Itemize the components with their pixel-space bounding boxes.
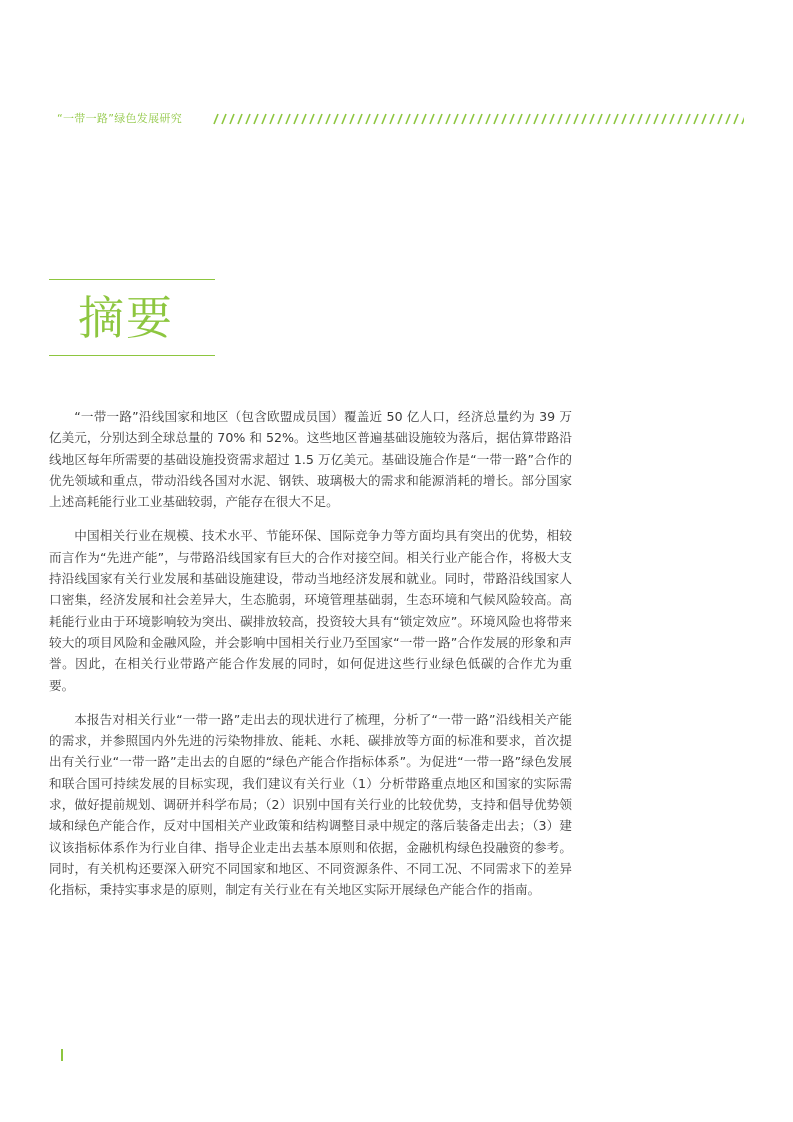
hatch-stroke (566, 114, 570, 124)
hatch-stroke (622, 114, 626, 124)
hatch-stroke (326, 114, 330, 124)
hatch-stroke (486, 114, 490, 124)
hatch-stroke (374, 114, 378, 124)
hatch-stroke (654, 114, 658, 124)
hatch-stroke (534, 114, 538, 124)
hatch-stroke (478, 114, 482, 124)
hatch-stroke (350, 114, 354, 124)
title-rule-bottom (49, 355, 215, 356)
hatch-stroke (558, 114, 562, 124)
title-rule-top (49, 279, 215, 280)
hatch-stroke (398, 114, 402, 124)
hatch-stroke (446, 114, 450, 124)
hatch-stroke (278, 114, 282, 124)
hatch-stroke (422, 114, 426, 124)
hatch-stroke (286, 114, 290, 124)
hatch-stroke (598, 114, 602, 124)
hatch-stroke (550, 114, 554, 124)
hatch-stroke (238, 114, 242, 124)
hatch-stroke (518, 114, 522, 124)
hatch-stroke (462, 114, 466, 124)
paragraph-1: “一带一路”沿线国家和地区（包含欧盟成员国）覆盖近 50 亿人口，经济总量约为 39 万亿美元，分别达到全球总量的 70% 和 52%。这些地区普遍基础设施较为落后，据估算带路沿线地区每年所需要的基础设施投资需求超过 1.5 万亿美元。基础设施合作是“一带一路”合作的优先领域和重点，带动沿线各国对水泥、钢铁、玻璃极大的需求和能源消耗的增长。部分国家上述高耗能行业工业基础较弱，产能存在很大不足。 (49, 409, 572, 510)
hatch-stroke (262, 114, 266, 124)
hatch-stroke (710, 114, 714, 124)
hatch-stroke (310, 114, 314, 124)
hatch-stroke (694, 114, 698, 124)
hatch-decoration (212, 113, 744, 125)
hatch-stroke (390, 114, 394, 124)
hatch-stroke (646, 114, 650, 124)
hatch-stroke (670, 114, 674, 124)
hatch-stroke (526, 114, 530, 124)
hatch-stroke (414, 114, 418, 124)
hatch-stroke (590, 114, 594, 124)
hatch-stroke (470, 114, 474, 124)
hatch-stroke (318, 114, 322, 124)
hatch-stroke (406, 114, 410, 124)
hatch-stroke (494, 114, 498, 124)
hatch-stroke (230, 114, 234, 124)
hatch-stroke (582, 114, 586, 124)
hatch-stroke (342, 114, 346, 124)
hatch-stroke (718, 114, 722, 124)
hatch-stroke (454, 114, 458, 124)
hatch-stroke (246, 114, 250, 124)
running-header (57, 110, 747, 128)
hatch-stroke (686, 114, 690, 124)
paragraph-3: 本报告对相关行业“一带一路”走出去的现状进行了梳理，分析了“一带一路”沿线相关产能的需求，并参照国内外先进的污染物排放、能耗、水耗、碳排放等方面的标准和要求，首次提出有关行业“一带一路”走出去的自愿的“绿色产能合作指标体系”。为促进“一带一路”绿色发展和联合国可持续发展的目标实现，我们建议有关行业（1）分析带路重点地区和国家的实际需求，做好提前规划、调研并科学布局；（2）识别中国有关行业的比较优势，支持和倡导优势领域和绿色产能合作，反对中国相关产业政策和结构调整目录中规定的落后装备走出去；（3）建议该指标体系作为行业自律、指导企业走出去基本原则和依据，金融机构绿色投融资的参考。同时，有关机构还要深入研究不同国家和地区、不同资源条件、不同工况、不同需求下的差异化指标，秉持实事求是的原则，制定有关行业在有关地区实际开展绿色产能合作的指南。 (49, 711, 572, 898)
paragraph-2: 中国相关行业在规模、技术水平、节能环保、国际竞争力等方面均具有突出的优势，相较而言作为“先进产能”，与带路沿线国家有巨大的合作对接空间。相关行业产能合作，将极大支持沿线国家有关行业发展和基础设施建设，带动当地经济发展和就业。同时，带路沿线国家人口密集，经济发展和社会差异大，生态脆弱，环境管理基础弱，生态环境和气候风险较高。高耗能行业由于环境影响较为突出、碳排放较高，投资较大具有“锁定效应”。环境风险也将带来较大的项目风险和金融风险，并会影响中国相关行业乃至国家“一带一路”合作发展的形象和声誉。因此，在相关行业带路产能合作发展的同时，如何促进这些行业绿色低碳的合作尤为重要。 (49, 528, 572, 693)
hatch-stroke (430, 114, 434, 124)
hatch-stroke (222, 114, 226, 124)
hatch-stroke (542, 114, 546, 124)
hatch-stroke (502, 114, 506, 124)
hatch-stroke (678, 114, 682, 124)
hatch-stroke (254, 114, 258, 124)
hatch-stroke (382, 114, 386, 124)
folio-mark (61, 1049, 63, 1061)
hatch-stroke (294, 114, 298, 124)
hatch-stroke (358, 114, 362, 124)
hatch-stroke (214, 114, 218, 124)
hatch-stroke (302, 114, 306, 124)
hatch-stroke (334, 114, 338, 124)
hatch-stroke (638, 114, 642, 124)
hatch-stroke (510, 114, 514, 124)
page-title: 摘要 (78, 291, 174, 345)
hatch-stroke (614, 114, 618, 124)
hatch-stroke (574, 114, 578, 124)
hatch-stroke (662, 114, 666, 124)
hatch-stroke (606, 114, 610, 124)
hatch-stroke (734, 114, 738, 124)
hatch-stroke (702, 114, 706, 124)
hatch-stroke (630, 114, 634, 124)
hatch-stroke (438, 114, 442, 124)
running-title: “一带一路”绿色发展研究 (57, 112, 182, 125)
hatch-stroke (742, 114, 744, 124)
hatch-stroke (270, 114, 274, 124)
hatch-stroke (726, 114, 730, 124)
hatch-stroke (366, 114, 370, 124)
abstract-body (49, 406, 572, 914)
